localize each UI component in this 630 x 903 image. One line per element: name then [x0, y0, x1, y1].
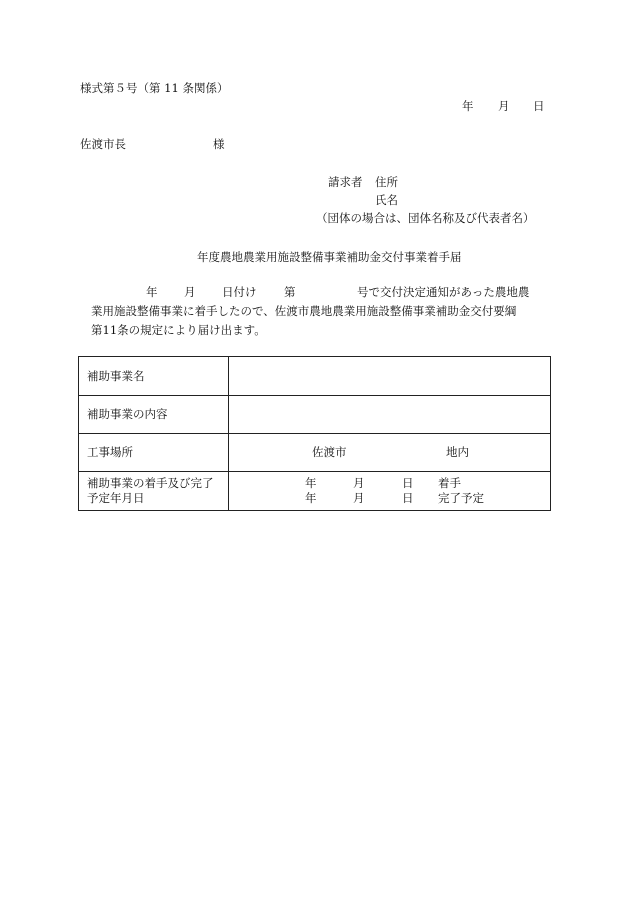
- body-line2: 業用施設整備事業に着手したので、佐渡市農地農業用施設整備事業補助金交付要綱: [91, 304, 517, 318]
- table-row-site: [79, 434, 550, 472]
- schedule-label-line2: 予定年月日: [87, 491, 145, 505]
- body-day-suffix: 日付け: [222, 285, 257, 299]
- end-day: 日: [402, 491, 414, 505]
- date-year: 年: [462, 99, 474, 113]
- table-row-project-content: [79, 396, 550, 434]
- start-month: 月: [353, 476, 365, 490]
- project-table: [78, 356, 551, 511]
- form-number: 様式第５号（第 11 条関係）: [80, 81, 229, 95]
- body-number-prefix: 第: [284, 285, 296, 299]
- body-year: 年: [146, 285, 158, 299]
- project-content-label: 補助事業の内容: [87, 407, 168, 421]
- project-name-label: 補助事業名: [87, 369, 145, 383]
- addressee-honorific: 様: [213, 137, 225, 151]
- start-day: 日: [402, 476, 414, 490]
- table-row-schedule: [79, 472, 550, 510]
- end-year: 年: [305, 491, 317, 505]
- addressee-name: 佐渡市長: [80, 137, 126, 151]
- site-city: 佐渡市: [312, 445, 347, 459]
- applicant-role: 請求者: [328, 175, 363, 189]
- document-title: 年度農地農業用施設整備事業補助金交付事業着手届: [197, 250, 462, 264]
- end-month: 月: [353, 491, 365, 505]
- site-label: 工事場所: [87, 445, 133, 459]
- applicant-address-label: 住所: [375, 175, 398, 189]
- date-day: 日: [533, 99, 545, 113]
- end-label: 完了予定: [438, 491, 484, 505]
- applicant-note: （団体の場合は、団体名称及び代表者名）: [316, 211, 535, 225]
- start-year: 年: [305, 476, 317, 490]
- start-label: 着手: [438, 476, 461, 490]
- body-line1-rest: 号で交付決定通知があった農地農: [357, 285, 530, 299]
- applicant-name-label: 氏名: [375, 193, 398, 207]
- body-month: 月: [184, 285, 196, 299]
- body-line3: 第11条の規定により届け出ます。: [91, 323, 266, 337]
- schedule-label-line1: 補助事業の着手及び完了: [87, 476, 214, 490]
- date-month: 月: [498, 99, 510, 113]
- table-row-project-name: [79, 357, 550, 396]
- site-suffix: 地内: [446, 445, 469, 459]
